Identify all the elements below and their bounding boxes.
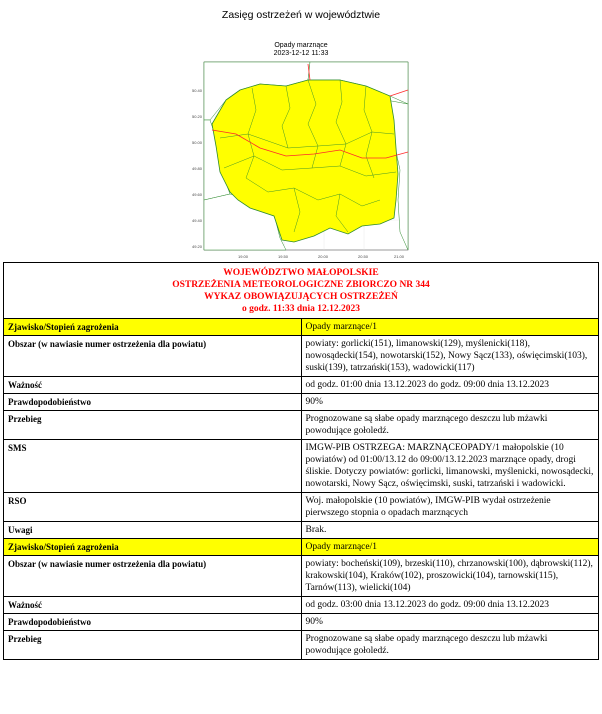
warnings-table — [3, 262, 599, 660]
area-label: Obszar (w nawiasie numer ostrzeżenia dla powiatu) — [4, 556, 302, 597]
x-tick: 19.00 — [238, 254, 249, 259]
warning2-course-row — [4, 631, 599, 660]
issue-time: o godz. 11:33 dnia 12.12.2023 — [242, 304, 360, 314]
warning-map — [190, 60, 412, 260]
warning1-course-row — [4, 411, 599, 440]
phenomenon-label: Zjawisko/Stopień zagrożenia — [4, 539, 302, 556]
voivodeship-header — [4, 263, 599, 319]
probability-value: 90% — [301, 394, 599, 411]
validity-value: od godz. 01:00 dnia 13.12.2023 do godz. 09:00 dnia 13.12.2023 — [301, 377, 599, 394]
map-caption-timestamp: 2023-12-12 11:33 — [273, 50, 329, 57]
y-tick: 49.80 — [192, 166, 203, 171]
course-value: Prognozowane są słabe opady marznącego deszczu lub mżawki powodujące gołoledź. — [301, 411, 599, 440]
x-tick: 21.00 — [394, 254, 405, 259]
warning1-sms-row — [4, 440, 599, 493]
map-caption — [0, 42, 602, 58]
warning2-probability-row — [4, 614, 599, 631]
rso-value: Woj. małopolskie (10 powiatów), IMGW-PIB wydał ostrzeżenie pierwszego stopnia o opadach marznących — [301, 493, 599, 522]
warning2-area-row — [4, 556, 599, 597]
warnings-list-title: WYKAZ OBOWIĄZUJĄCYCH OSTRZEŻEŃ — [204, 292, 398, 302]
validity-value: od godz. 03:00 dnia 13.12.2023 do godz. 09:00 dnia 13.12.2023 — [301, 597, 599, 614]
notes-value: Brak. — [301, 522, 599, 539]
x-tick: 20.00 — [318, 254, 329, 259]
warning1-area-row — [4, 336, 599, 377]
y-tick: 49.60 — [192, 192, 203, 197]
rso-label: RSO — [4, 493, 302, 522]
y-tick: 50.40 — [192, 88, 203, 93]
map-svg — [190, 60, 412, 260]
area-value: powiaty: bocheński(109), brzeski(110), chrzanowski(100), dąbrowski(112), krakowski(104), Kraków(102), proszowicki(104), tarnowski(115), Tarnów(113), wielicki(104) — [301, 556, 599, 597]
warning1-probability-row — [4, 394, 599, 411]
sms-label: SMS — [4, 440, 302, 493]
probability-value: 90% — [301, 614, 599, 631]
area-value: powiaty: gorlicki(151), limanowski(129), myślenicki(118), nowosądecki(154), nowotarski(152), Nowy Sącz(133), oświęcimski(103), suski(139), tatrzański(153), wadowicki(117) — [301, 336, 599, 377]
x-tick: 20.50 — [358, 254, 369, 259]
y-tick: 49.40 — [192, 218, 203, 223]
probability-label: Prawdopodobieństwo — [4, 614, 302, 631]
validity-label: Ważność — [4, 597, 302, 614]
voivodeship-name: WOJEWÓDZTWO MAŁOPOLSKIE — [223, 268, 379, 278]
course-label: Przebieg — [4, 631, 302, 660]
probability-label: Prawdopodobieństwo — [4, 394, 302, 411]
y-tick: 50.20 — [192, 114, 203, 119]
warning1-validity-row — [4, 377, 599, 394]
y-tick: 50.00 — [192, 140, 203, 145]
map-caption-phenomenon: Opady marznące — [274, 42, 328, 49]
phenomenon-value: Opady marznące/1 — [301, 319, 599, 336]
area-label: Obszar (w nawiasie numer ostrzeżenia dla powiatu) — [4, 336, 302, 377]
warning1-rso-row — [4, 493, 599, 522]
course-label: Przebieg — [4, 411, 302, 440]
course-value: Prognozowane są słabe opady marznącego deszczu lub mżawki powodujące gołoledź. — [301, 631, 599, 660]
notes-label: Uwagi — [4, 522, 302, 539]
warning2-validity-row — [4, 597, 599, 614]
phenomenon-label: Zjawisko/Stopień zagrożenia — [4, 319, 302, 336]
y-axis-ticks — [192, 88, 203, 249]
phenomenon-value: Opady marznące/1 — [301, 539, 599, 556]
warning1-notes-row — [4, 522, 599, 539]
validity-label: Ważność — [4, 377, 302, 394]
sms-value: IMGW-PIB OSTRZEGA: MARZNĄCEOPADY/1 małopolskie (10 powiatów) od 01:00/13.12 do 09:00/13.12.2023 marznące opady, drogi śliskie. Dotyczy powiatów: gorlicki, limanowski, myślenicki, nowosądecki, nowotarski, Nowy Sącz, oświęcimski, suski, tatrzański i wadowicki. — [301, 440, 599, 493]
x-tick: 19.50 — [278, 254, 289, 259]
y-tick: 49.20 — [192, 244, 203, 249]
warning2-phenomenon-row — [4, 539, 599, 556]
bulletin-number: OSTRZEŻENIA METEOROLOGICZNE ZBIORCZO NR 344 — [172, 280, 430, 290]
x-axis-ticks — [238, 254, 405, 259]
voivodeship-header-row — [4, 263, 599, 319]
warning1-phenomenon-row — [4, 319, 599, 336]
page-title: Zasięg ostrzeżeń w województwie — [221, 9, 381, 21]
